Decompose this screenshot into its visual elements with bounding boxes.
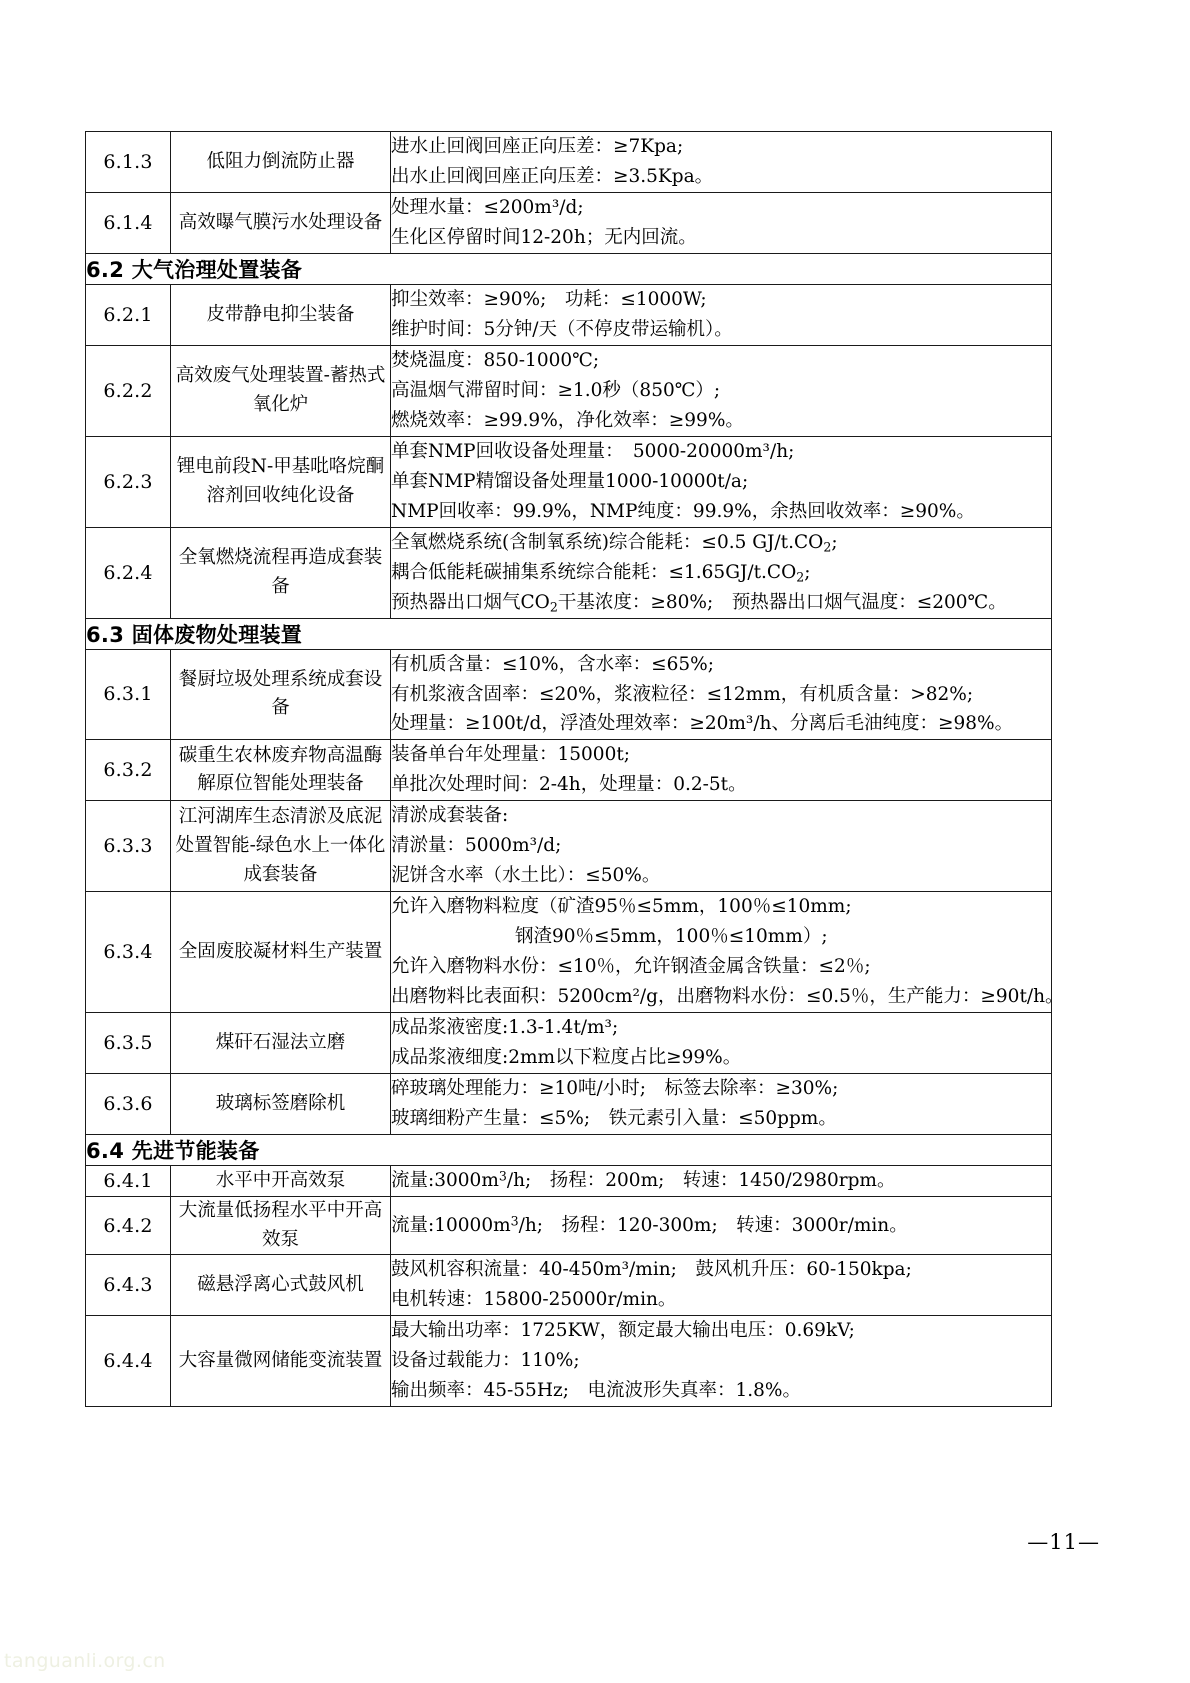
table-row [86, 436, 1052, 527]
specification-line: 允许入磨物料粒度（矿渣95％≤5mm，100％≤10mm; [391, 896, 852, 918]
specification-line: 有机浆液含固率：≤20%，浆液粒径：≤12mm，有机质含量：>82%; [391, 683, 974, 705]
specification-line: 钢渣90％≤5mm，100％≤10mm）; [515, 926, 828, 948]
table-row [86, 892, 1052, 1013]
item-specification [391, 649, 1052, 740]
item-name: 水平中开高效泵 [171, 1166, 391, 1197]
item-name: 高效曝气膜污水处理设备 [171, 192, 391, 253]
specification-line: 清淤量：5000m³/d; [391, 835, 562, 857]
item-code: 6.3.1 [86, 649, 171, 740]
specification-line: 预热器出口烟气$CO_2$干基浓度：≥80%; 预热器出口烟气温度：≤200℃。 [391, 591, 1007, 615]
specification-line: 耦合低能耗碳捕集系统综合能耗：$\le 1.65GJ/t.CO_2$; [391, 561, 811, 585]
item-specification [391, 527, 1052, 618]
specification-line: 生化区停留时间12-20h；无内回流。 [391, 226, 697, 248]
specification-line: 出磨物料比表面积：5200cm²/g，出磨物料水份：≤0.5％，生产能力：≥90t/h。 [391, 986, 1064, 1008]
item-name: 低阻力倒流防止器 [171, 132, 391, 193]
table-row [86, 345, 1052, 436]
section-header-row [86, 253, 1052, 284]
item-specification [391, 892, 1064, 1013]
table-row [86, 1074, 1052, 1135]
specification-line: 装备单台年处理量：15000t; [391, 744, 631, 766]
specification-line: 抑尘效率：≥90%; 功耗：≤1000W; [391, 288, 707, 310]
table-row [86, 1316, 1052, 1407]
specification-line: 单套NMP回收设备处理量： 5000-20000m³/h; [391, 440, 795, 462]
item-name: 锂电前段N-甲基吡咯烷酮溶剂回收纯化设备 [171, 436, 391, 527]
item-name: 餐厨垃圾处理系统成套设备 [171, 649, 391, 740]
item-code: 6.2.1 [86, 284, 171, 345]
specification-line: 允许入磨物料水份：≤10％，允许钢渣金属含铁量：≤2％; [391, 956, 871, 978]
item-specification [391, 801, 1052, 892]
specification-line: 出水止回阀回座正向压差：≥3.5Kpa。 [391, 165, 714, 187]
section-title: 6.4 先进节能装备 [86, 1135, 1052, 1166]
specification-line: 最大输出功率：1725KW，额定最大输出电压：0.69kV; [391, 1320, 855, 1342]
table-row [86, 132, 1052, 193]
item-specification [391, 436, 1052, 527]
specification-line: 成品浆液密度:1.3-1.4t/m³; [391, 1017, 619, 1039]
specification-line: 碎玻璃处理能力：≥10吨/小时; 标签去除率：≥30%; [391, 1078, 839, 1100]
specification-line: 进水止回阀回座正向压差：≥7Kpa; [391, 136, 684, 157]
item-name: 大流量低扬程水平中开高效泵 [171, 1197, 391, 1255]
item-name: 高效废气处理装置-蓄热式氧化炉 [171, 345, 391, 436]
table-row [86, 284, 1052, 345]
item-code: 6.2.3 [86, 436, 171, 527]
table-row [86, 1013, 1052, 1074]
specification-line: 处理水量：≤200m³/d; [391, 196, 584, 218]
specification-line: 焚烧温度：850-1000℃; [391, 349, 600, 371]
specification-line: 设备过载能力：110%; [391, 1350, 580, 1372]
item-name: 磁悬浮离心式鼓风机 [171, 1255, 391, 1316]
item-name: 全固废胶凝材料生产装置 [171, 892, 391, 1013]
item-code: 6.3.2 [86, 740, 171, 801]
table-row [86, 527, 1052, 618]
item-specification [391, 1255, 1052, 1316]
table-row [86, 649, 1052, 740]
specification-line: 维护时间：5分钟/天（不停皮带运输机）。 [391, 318, 733, 340]
item-code: 6.3.3 [86, 801, 171, 892]
specification-line: 有机质含量：≤10%，含水率：≤65%; [391, 653, 714, 675]
item-code: 6.3.4 [86, 892, 171, 1013]
item-code: 6.1.4 [86, 192, 171, 253]
specification-line: 成品浆液细度:2mm以下粒度占比≥99%。 [391, 1047, 742, 1069]
item-name: 大容量微网储能变流装置 [171, 1316, 391, 1407]
specification-line: 流量$:3000m^3/h$; 扬程：200m; 转速：1450/2980rpm。 [391, 1168, 896, 1192]
specification-line: 鼓风机容积流量：40-450m³/min; 鼓风机升压：60-150kpa; [391, 1259, 912, 1281]
specification-line: 单批次处理时间：2-4h，处理量：0.2-5t。 [391, 774, 747, 796]
item-code: 6.2.2 [86, 345, 171, 436]
item-name: 皮带静电抑尘装备 [171, 284, 391, 345]
item-specification [391, 1074, 1052, 1135]
item-code: 6.4.3 [86, 1255, 171, 1316]
item-code: 6.3.6 [86, 1074, 171, 1135]
table-row [86, 1166, 1052, 1197]
specification-line: 全氧燃烧系统(含制氧系统)综合能耗：≤0.5 $GJ/t.CO_2$; [391, 531, 838, 555]
specification-line: 高温烟气滞留时间：≥1.0秒（850℃）; [391, 379, 721, 401]
item-name: 玻璃标签磨除机 [171, 1074, 391, 1135]
item-code: 6.4.2 [86, 1197, 171, 1255]
page-number: —11— [1027, 1530, 1100, 1554]
item-code: 6.4.4 [86, 1316, 171, 1407]
item-name: 煤矸石湿法立磨 [171, 1013, 391, 1074]
section-header-row [86, 618, 1052, 649]
site-watermark: tanguanli.org.cn [4, 1650, 166, 1672]
specification-line: 泥饼含水率（水土比）：≤50%。 [391, 865, 661, 887]
specification-line: 燃烧效率：≥99.9%，净化效率：≥99%。 [391, 409, 744, 431]
item-specification [391, 1166, 1052, 1197]
item-specification [391, 1013, 1052, 1074]
item-specification [391, 284, 1052, 345]
specification-line: NMP回收率：99.9%，NMP纯度：99.9%，余热回收效率：≥90%。 [391, 500, 975, 522]
specification-line: 处理量：≥100t/d，浮渣处理效率：≥20m³/h、分离后毛油纯度：≥98%。 [391, 713, 1014, 735]
item-name: 江河湖库生态清淤及底泥处置智能-绿色水上一体化成套装备 [171, 801, 391, 892]
table-row [86, 1197, 1052, 1255]
specification-table [85, 131, 1064, 1407]
table-row [86, 740, 1052, 801]
section-header-row [86, 1135, 1052, 1166]
specification-line: 玻璃细粉产生量：≤5%; 铁元素引入量：≤50ppm。 [391, 1108, 837, 1130]
section-title: 6.3 固体废物处理装置 [86, 618, 1052, 649]
specification-line: 流量$:10000m^3/h$; 扬程：120-300m; 转速：3000r/min。 [391, 1213, 908, 1236]
item-code: 6.1.3 [86, 132, 171, 193]
item-specification [391, 740, 1052, 801]
item-specification [391, 132, 1052, 193]
section-title: 6.2 大气治理处置装备 [86, 253, 1052, 284]
item-code: 6.2.4 [86, 527, 171, 618]
specification-line: 输出频率：45-55Hz; 电流波形失真率：1.8%。 [391, 1380, 801, 1402]
item-specification [391, 1316, 1052, 1407]
item-code: 6.3.5 [86, 1013, 171, 1074]
table-row [86, 192, 1052, 253]
item-specification [391, 345, 1052, 436]
item-code: 6.4.1 [86, 1166, 171, 1197]
specification-line: 清淤成套装备: [391, 805, 509, 827]
specification-line: 单套NMP精馏设备处理量1000-10000t/a; [391, 470, 749, 492]
table-body [86, 132, 1064, 1407]
table-row [86, 1255, 1052, 1316]
item-name: 碳重生农林废弃物高温酶解原位智能处理装备 [171, 740, 391, 801]
item-specification [391, 1197, 1052, 1255]
item-specification [391, 192, 1052, 253]
item-name: 全氧燃烧流程再造成套装备 [171, 527, 391, 618]
specification-line: 电机转速：15800-25000r/min。 [391, 1289, 677, 1311]
table-row [86, 801, 1052, 892]
specification-table-container [85, 131, 1064, 1407]
